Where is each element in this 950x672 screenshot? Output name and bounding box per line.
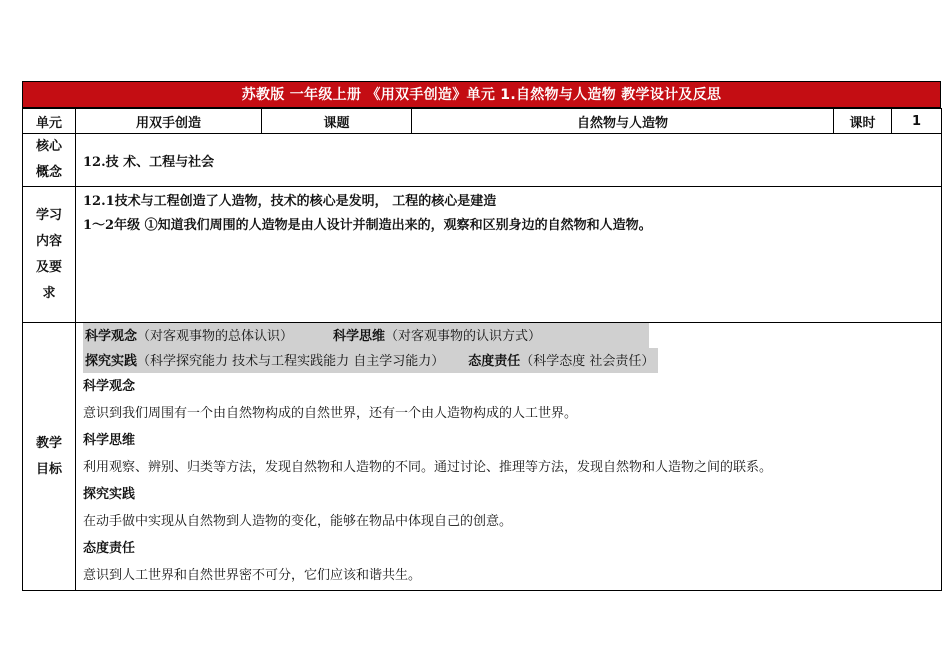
req-label-line3: 及要 bbox=[35, 259, 62, 275]
goal-text-3: 在动手做中实现从自然物到人造物的变化，能够在物品中体现自己的创意。 bbox=[83, 514, 513, 529]
core-concept-value: 12.技 术、工程与社会 bbox=[76, 134, 942, 187]
lesson-table bbox=[22, 108, 942, 591]
lesson-plan-document bbox=[22, 81, 941, 591]
summary-desc-4: （科学态度 社会责任） bbox=[520, 354, 655, 369]
goal-text-1: 意识到我们周围有一个由自然物构成的自然世界，还有一个由人造物构成的人工世界。 bbox=[83, 406, 578, 421]
document-title: 苏教版 一年级上册 《用双手创造》单元 1.自然物与人造物 教学设计及反思 bbox=[22, 81, 941, 108]
topic-label: 课题 bbox=[262, 109, 412, 134]
period-label: 课时 bbox=[834, 109, 892, 134]
core-concept-label bbox=[23, 134, 76, 187]
requirements-content bbox=[76, 187, 942, 323]
goal-head-1: 科学观念 bbox=[83, 379, 136, 394]
summary-key-4: 态度责任 bbox=[468, 354, 521, 369]
goal-head-4: 态度责任 bbox=[83, 541, 136, 556]
goals-summary-line-1 bbox=[83, 323, 941, 348]
goals-label bbox=[23, 323, 76, 591]
core-label-line2: 概念 bbox=[35, 165, 62, 180]
goals-row bbox=[23, 323, 942, 591]
summary-desc-2: （对客观事物的认识方式） bbox=[385, 329, 542, 344]
summary-desc-1: （对客观事物的总体认识） bbox=[137, 329, 294, 344]
core-concept-row bbox=[23, 134, 942, 187]
unit-value: 用双手创造 bbox=[76, 109, 262, 134]
goals-label-line1: 教学 bbox=[35, 435, 62, 451]
goal-head-3: 探究实践 bbox=[83, 487, 136, 502]
summary-highlight-1 bbox=[83, 323, 649, 348]
summary-highlight-2 bbox=[83, 348, 658, 373]
summary-key-2: 科学思维 bbox=[333, 329, 386, 344]
goals-content bbox=[76, 323, 942, 591]
requirement-line-1: 12.1技术与工程创造了人造物，技术的核心是发明， 工程的核心是建造 bbox=[83, 194, 497, 209]
summary-desc-3: （科学探究能力 技术与工程实践能力 自主学习能力） bbox=[137, 354, 445, 369]
period-value: 1 bbox=[892, 109, 942, 134]
req-label-line1: 学习 bbox=[35, 207, 62, 223]
goals-summary-line-2 bbox=[83, 348, 941, 373]
summary-key-3: 探究实践 bbox=[85, 354, 138, 369]
goal-text-4: 意识到人工世界和自然世界密不可分，它们应该和谐共生。 bbox=[83, 568, 422, 583]
req-label-line2: 内容 bbox=[35, 233, 62, 249]
topic-value: 自然物与人造物 bbox=[412, 109, 834, 134]
goal-text-2: 利用观察、辨别、归类等方法，发现自然物和人造物的不同。通过讨论、推理等方法，发现自然物和人造物之间的联系。 bbox=[83, 460, 773, 475]
req-label-line4: 求 bbox=[42, 285, 56, 301]
requirement-line-2: 1～2年级 ①知道我们周围的人造物是由人设计并制造出来的，观察和区别身边的自然物和人造物。 bbox=[83, 218, 652, 233]
unit-label: 单元 bbox=[23, 109, 76, 134]
goals-label-line2: 目标 bbox=[35, 461, 62, 477]
requirements-label bbox=[23, 187, 76, 323]
core-label-line1: 核心 bbox=[35, 139, 62, 154]
info-row bbox=[23, 109, 942, 134]
goal-head-2: 科学思维 bbox=[83, 433, 136, 448]
summary-key-1: 科学观念 bbox=[85, 329, 138, 344]
requirements-row bbox=[23, 187, 942, 323]
